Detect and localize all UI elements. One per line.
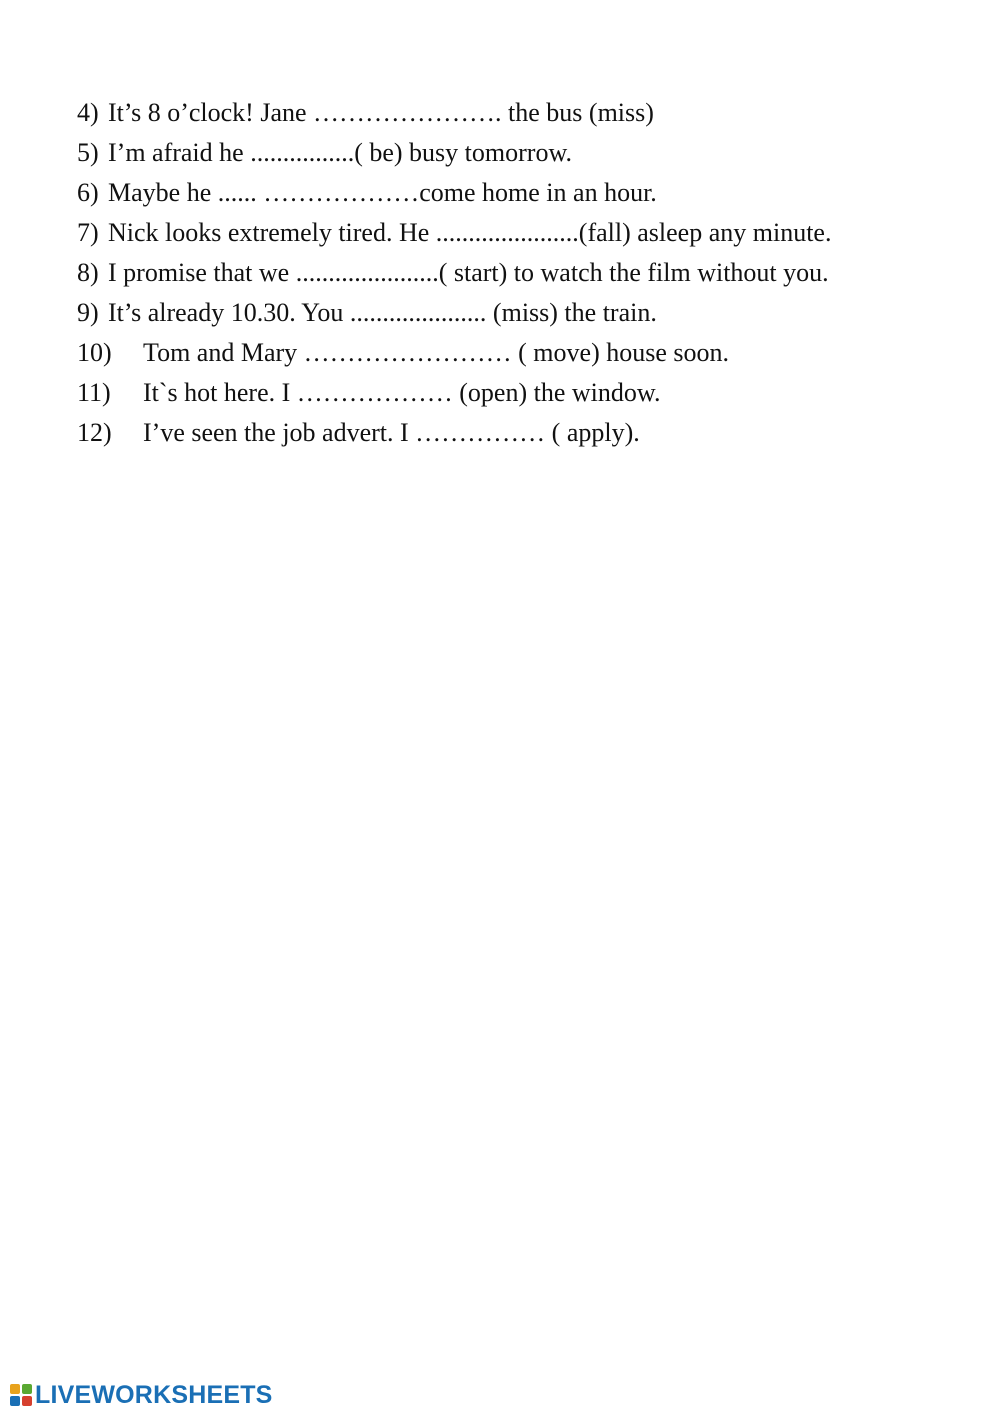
liveworksheets-logo-icon	[10, 1384, 32, 1406]
brand-name: LIVEWORKSHEETS	[35, 1380, 273, 1409]
item-sentence: It’s 8 o’clock! Jane …………………. the bus (miss)	[108, 98, 654, 127]
item-sentence: Tom and Mary …………………… ( move) house soon.	[143, 338, 730, 367]
exercise-item-11	[77, 373, 928, 413]
item-sentence: I’m afraid he ................( be) busy tomorrow.	[108, 138, 573, 167]
item-sentence: Nick looks extremely tired. He ......................(fall) asleep any minute.	[108, 218, 832, 247]
exercise-item-6	[77, 173, 928, 213]
item-number: 6)	[77, 178, 99, 207]
item-number: 8)	[77, 258, 99, 287]
exercise-item-10	[77, 333, 928, 373]
exercise-item-4	[77, 93, 928, 133]
item-number: 5)	[77, 138, 99, 167]
liveworksheets-brand	[10, 1382, 273, 1408]
item-number: 10)	[77, 338, 112, 367]
item-number: 9)	[77, 298, 99, 327]
exercise-item-5	[77, 133, 928, 173]
exercise-item-7	[77, 213, 928, 253]
logo-square	[22, 1396, 32, 1406]
item-sentence: It’s already 10.30. You ..................... (miss) the train.	[108, 298, 657, 327]
item-sentence: Maybe he ...... ………………come home in an hour.	[108, 178, 657, 207]
item-number: 7)	[77, 218, 99, 247]
exercise-item-8	[77, 253, 928, 293]
logo-square	[10, 1396, 20, 1406]
item-number: 4)	[77, 98, 99, 127]
item-number: 12)	[77, 418, 112, 447]
item-number: 11)	[77, 378, 111, 407]
item-sentence: I’ve seen the job advert. I …………… ( apply).	[143, 418, 640, 447]
logo-square	[22, 1384, 32, 1394]
exercise-item-9	[77, 293, 928, 333]
logo-square	[10, 1384, 20, 1394]
exercise-list	[77, 93, 928, 453]
item-sentence: It`s hot here. I ……………… (open) the window.	[143, 378, 661, 407]
exercise-item-12	[77, 413, 928, 453]
item-sentence: I promise that we ......................( start) to watch the film without you.	[108, 258, 829, 287]
